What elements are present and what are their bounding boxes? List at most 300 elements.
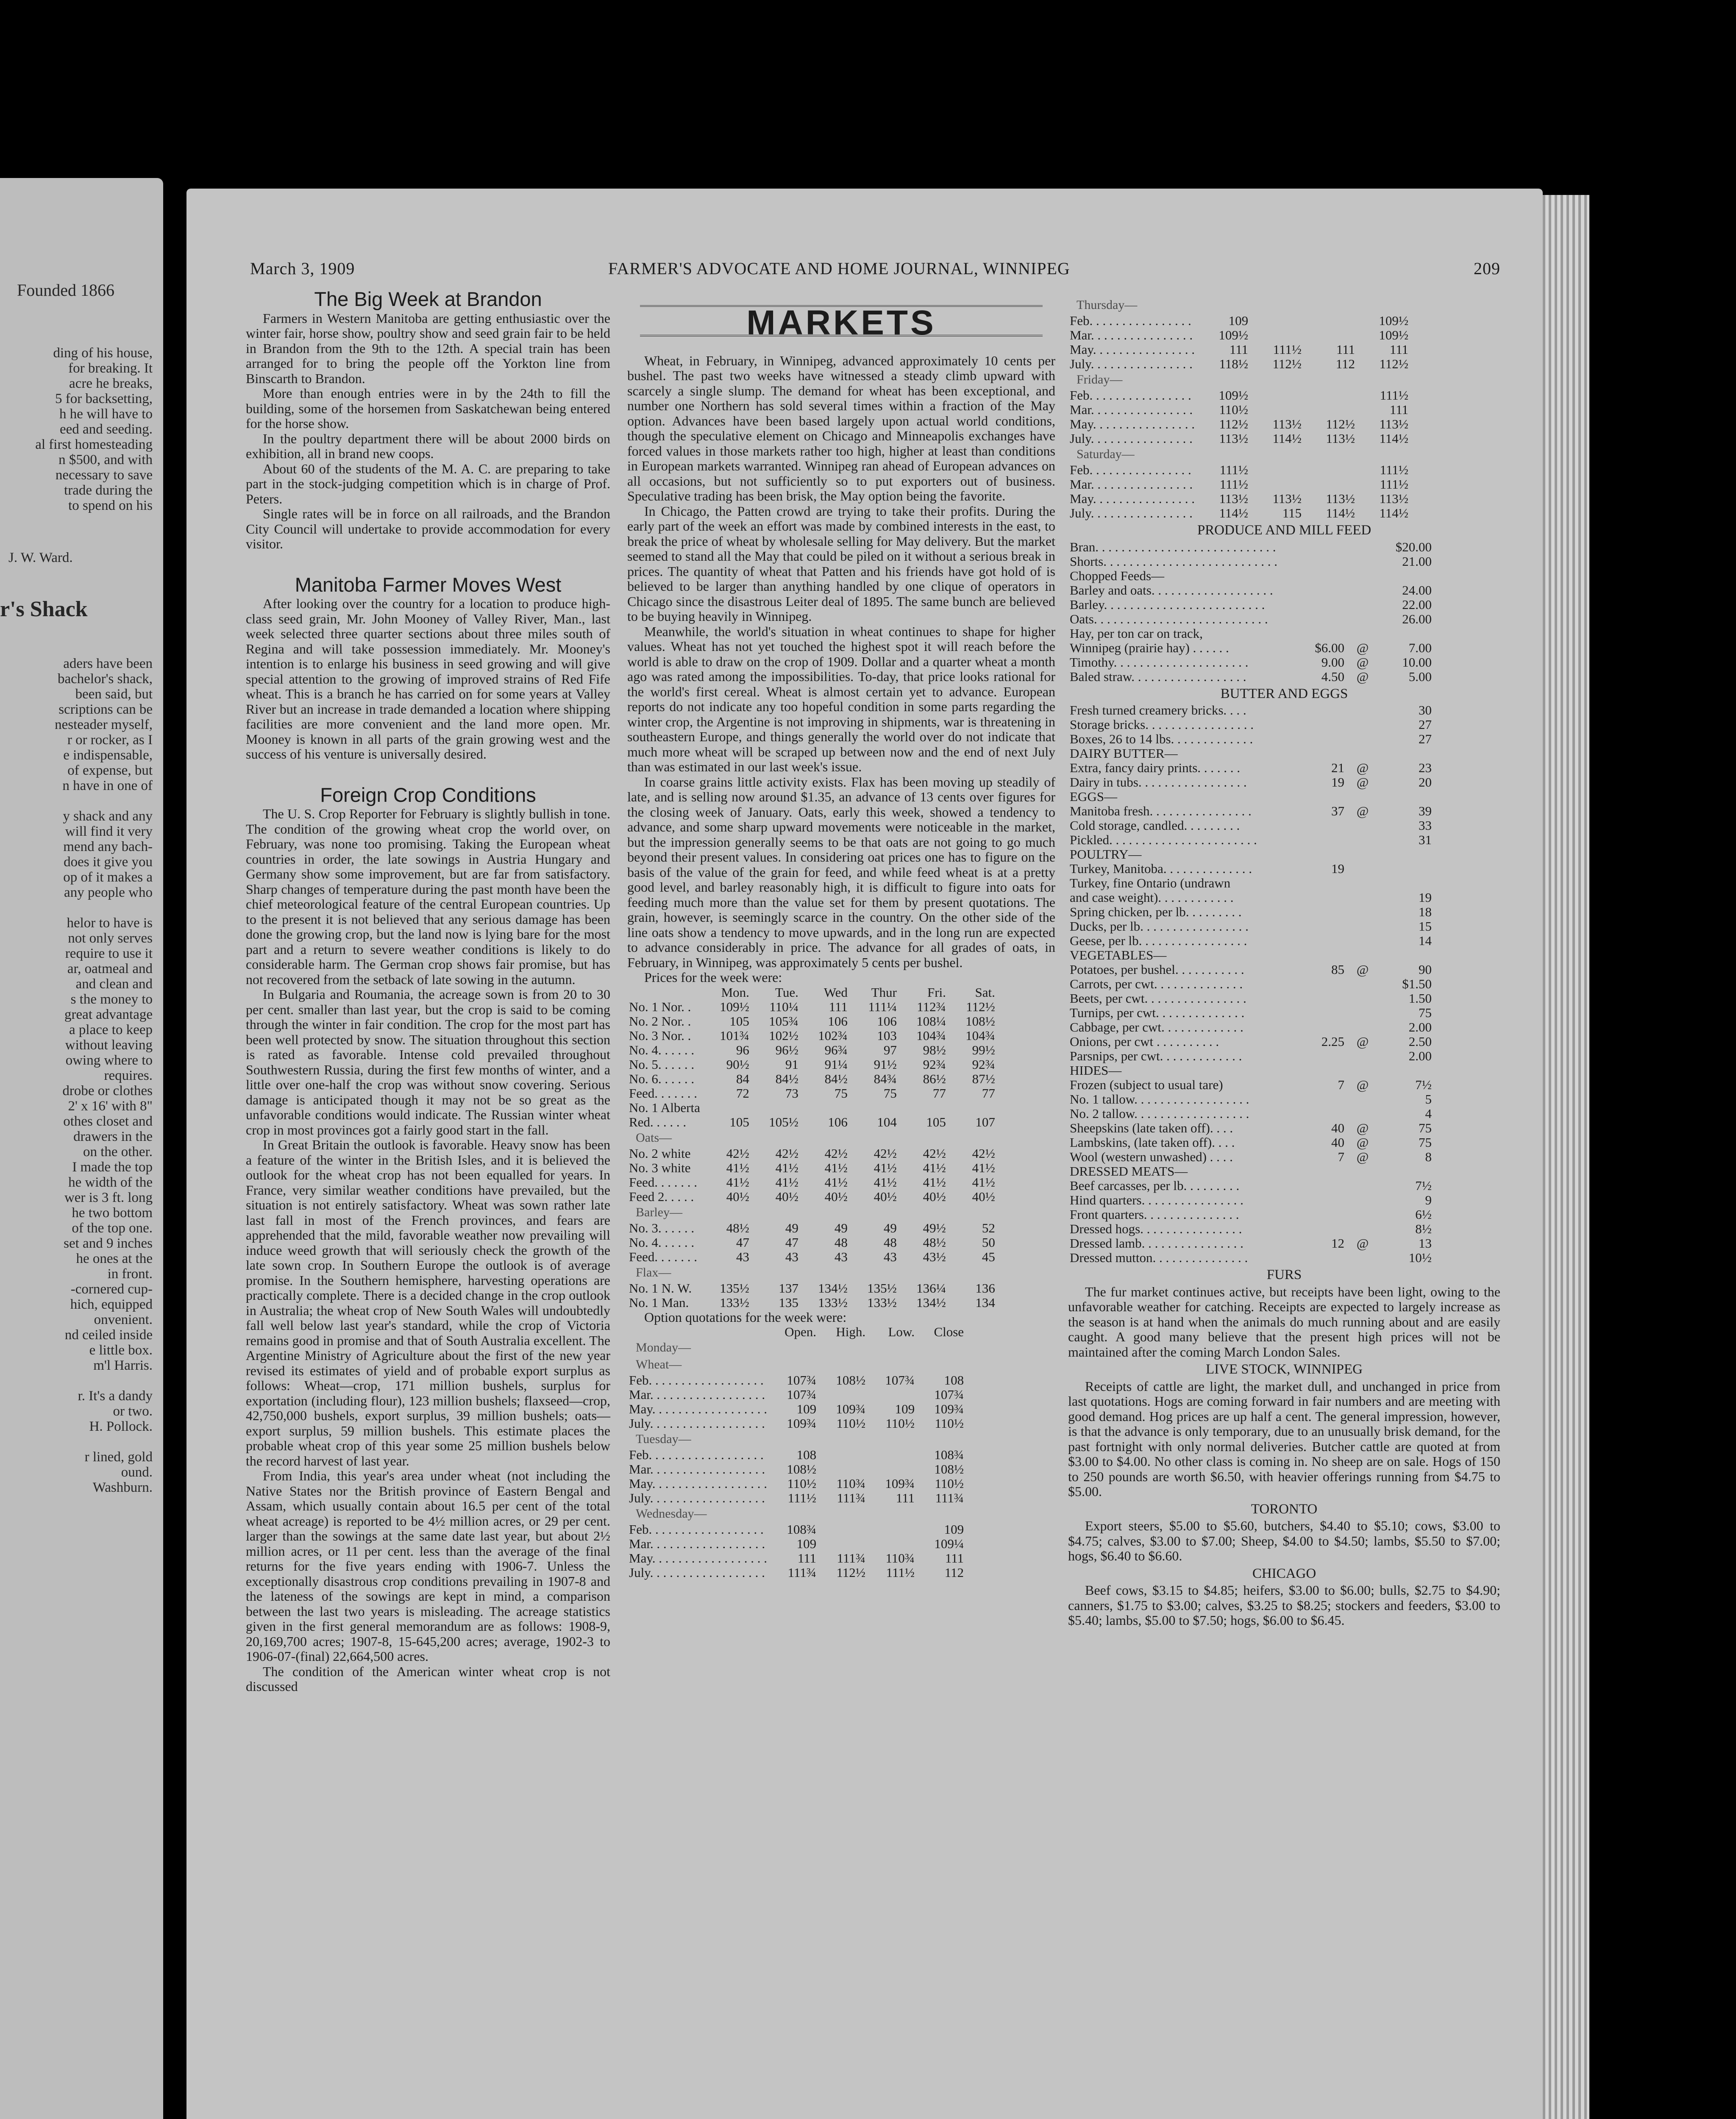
price-cell: 112 — [944, 1565, 964, 1580]
price-value: 19 — [1331, 861, 1344, 876]
item-label: Parsnips, per cwt. . . . . . . . . . . . . — [1070, 1048, 1242, 1063]
price-value — [1292, 977, 1346, 991]
price-value: 40 — [1331, 1121, 1344, 1135]
price-row — [1068, 934, 1433, 948]
previous-page-line: drawers in the — [73, 1129, 153, 1144]
price-cell: 133½ — [867, 1295, 897, 1310]
price-row — [1068, 1107, 1433, 1121]
price-value: 7½ — [1415, 1178, 1432, 1193]
price-cell: 114½ — [1326, 506, 1355, 520]
at-sign: @ — [1356, 962, 1369, 977]
row-label: May. . . . . . . . . . . . . . . . . . — [629, 1476, 768, 1491]
at-sign — [1346, 554, 1379, 569]
produce-prices — [1068, 523, 1500, 1265]
at-sign: @ — [1356, 1034, 1369, 1049]
row-label: Feb. . . . . . . . . . . . . . . . — [1070, 388, 1191, 403]
price-value — [1292, 876, 1346, 890]
row-label: No. 6. . . . . . — [629, 1071, 695, 1086]
price-cell: 113½ — [1219, 431, 1249, 446]
price-cell: 103 — [877, 1028, 897, 1043]
price-cell: 42½ — [972, 1146, 995, 1161]
price-cell — [1250, 403, 1303, 417]
price-value — [1292, 1092, 1346, 1107]
price-cell: Close — [934, 1324, 964, 1339]
price-cell: 107¾ — [787, 1373, 817, 1388]
price-cell: 114½ — [1219, 506, 1249, 520]
price-cell — [1303, 328, 1357, 342]
markets-banner — [640, 303, 1043, 342]
price-value: 14 — [1419, 933, 1432, 948]
row-label: No. 1 Nor. . — [629, 999, 691, 1014]
previous-page-line: require to use it — [65, 946, 153, 961]
at-sign — [1346, 1222, 1379, 1236]
at-sign — [1346, 1006, 1379, 1020]
table-row — [627, 1086, 997, 1101]
price-cell: 49 — [785, 1220, 798, 1235]
price-value: 13 — [1419, 1236, 1432, 1251]
table-subheading: Flax— — [636, 1265, 671, 1279]
price-cell — [1250, 314, 1303, 328]
item-label: VEGETABLES— — [1070, 948, 1167, 962]
price-value: 85 — [1331, 962, 1344, 977]
table-row — [627, 1221, 997, 1235]
row-label: Feed. . . . . . . — [629, 1174, 698, 1190]
price-row — [1068, 626, 1433, 641]
table-subheading-row — [627, 1264, 997, 1281]
price-value — [1292, 717, 1346, 732]
price-value: 18 — [1419, 904, 1432, 919]
at-sign: @ — [1356, 1236, 1369, 1251]
price-cell: 41½ — [923, 1174, 946, 1190]
price-cell: 111 — [1229, 342, 1249, 357]
previous-page-line: acre he breaks, — [69, 376, 153, 391]
price-cell: 115 — [1282, 506, 1302, 520]
price-cell — [1250, 388, 1303, 403]
price-row — [1068, 991, 1433, 1006]
table-row — [1068, 477, 1410, 492]
price-value — [1292, 1222, 1346, 1236]
previous-page-line: ar, oatmeal and — [67, 961, 153, 976]
price-cell: 42½ — [726, 1146, 749, 1161]
table-subheading-row — [627, 1339, 965, 1356]
table-row — [627, 1161, 997, 1175]
row-label: May. . . . . . . . . . . . . . . . — [1070, 491, 1195, 506]
price-row — [1068, 583, 1433, 598]
table-row — [627, 1416, 965, 1431]
row-label: Red. . . . . . — [629, 1114, 687, 1129]
price-row — [1068, 1222, 1433, 1236]
price-row — [1068, 919, 1433, 934]
article-paragraph: In the poultry department there will be about 2000 birds on exhibition, all in brand new coops. — [246, 431, 610, 461]
price-row — [1068, 569, 1433, 583]
table-row — [627, 1146, 997, 1161]
price-cell: 110½ — [787, 1476, 817, 1491]
row-label: Mar. . . . . . . . . . . . . . . . . . — [629, 1536, 765, 1551]
previous-page-line: 2' x 16' with 8" — [68, 1098, 153, 1114]
price-cell: 109¾ — [787, 1416, 817, 1431]
price-value — [1292, 934, 1346, 948]
price-cell: 134 — [975, 1295, 995, 1310]
price-value: 90 — [1419, 962, 1432, 977]
at-sign — [1346, 598, 1379, 612]
price-cell — [751, 1101, 800, 1115]
row-label: Mar. . . . . . . . . . . . . . . . . . — [629, 1387, 765, 1402]
book-edge — [1543, 195, 1589, 2119]
at-sign — [1346, 746, 1379, 761]
price-cell — [818, 1522, 867, 1537]
previous-page-line: of the top one. — [72, 1221, 153, 1236]
price-cell: 111 — [1336, 342, 1355, 357]
article-paragraph: The U. S. Crop Reporter for February is slightly bullish in tone. The condition of the growing wheat crop the world over, on February, was none too promising. Taking the European wheat countries in order, the late sowings in Austria Hungary and Germany show some improvement, but are far from satisfactory. Sharp changes of temperature during the past month have been the chief meteorological feature of the central European countries. Up to the present it is not believed that any serious damage has been done the growing crop, but the land now is lying bare for the most part and a return to severe weather conditions is likely to do considerable harm. The German crop shows fair promise, but has not recovered from the setback of late sowing in the autumn. — [246, 806, 610, 987]
price-row — [1068, 1063, 1433, 1078]
price-cell: 137 — [779, 1280, 798, 1296]
previous-page-line: does it give you — [64, 854, 153, 870]
previous-page-line: op of it makes a — [63, 870, 153, 885]
price-cell: 110¾ — [885, 1551, 915, 1566]
previous-page-signature: J. W. Ward. — [8, 550, 73, 565]
at-sign — [1346, 1251, 1379, 1265]
article-paragraph: The condition of the American winter wheat crop is not discussed — [246, 1663, 610, 1694]
table-row — [627, 1566, 965, 1580]
price-row — [1068, 1020, 1433, 1034]
at-sign: @ — [1356, 1077, 1369, 1092]
item-label: No. 1 tallow. . . . . . . . . . . . . . . . . . — [1070, 1092, 1249, 1107]
price-cell: 45 — [982, 1249, 995, 1264]
price-cell: 107¾ — [787, 1387, 817, 1402]
price-cell: 90½ — [726, 1057, 749, 1072]
item-label: Hay, per ton car on track, — [1070, 626, 1203, 641]
price-list — [1068, 540, 1433, 684]
item-label: Lambskins, (late taken off). . . . — [1070, 1135, 1235, 1150]
previous-page-line: without leaving — [65, 1037, 153, 1053]
price-row — [1068, 818, 1433, 833]
row-label: July. . . . . . . . . . . . . . . . . . — [629, 1491, 765, 1505]
price-cell: 109 — [944, 1522, 964, 1537]
price-value — [1292, 1207, 1346, 1222]
row-label: No. 1 N. W. — [629, 1280, 692, 1296]
price-value — [1379, 626, 1433, 641]
issue-date: March 3, 1909 — [250, 259, 355, 278]
article-title: Manitoba Farmer Moves West — [295, 573, 562, 596]
previous-page-line: Washburn. — [92, 1480, 153, 1495]
price-cell: 43½ — [923, 1249, 946, 1264]
price-cell: 136¼ — [916, 1280, 946, 1296]
table-row — [627, 1101, 997, 1115]
at-sign — [1346, 703, 1379, 717]
item-label: Cold storage, candled. . . . . . . . . — [1070, 818, 1240, 833]
previous-page-line: and clean and — [75, 976, 153, 992]
table-row — [627, 1190, 997, 1204]
table-row — [627, 1057, 997, 1072]
at-sign — [1346, 540, 1379, 554]
table-row — [1068, 388, 1410, 403]
price-cell: 41½ — [874, 1160, 897, 1175]
markets-paragraph: In Chicago, the Patten crowd are trying to take their profits. During the early part of the week an effort was made by combined interests in the east, to break the price of wheat by wholesale selling for May delivery. But the market seemed to stand all the May that could be piled on it without a serious break in prices. The quantity of wheat that Patten and his friends have got hold of is believed to be larger than anything handled by one clique of operators in Chicago since the disastrous Leiter deal of 1895. The same bunch are believed to be buying heavily in Winnipeg. — [627, 503, 1055, 624]
price-cell: 105 — [926, 1114, 946, 1129]
article-paragraph: From India, this year's area under wheat (not including the Native States nor the British province of Eastern Bengal and Assam, which usually contain about 16.5 per cent of the total wheat acreage) is reported to be 4½ million acres, or 29 per cent. larger than the sowings at the same date last year, but about 2½ million acres, or 11 per cent. less than the average of the final returns for the five years ending with 1906-7. Unless the exceptionally disastrous crop conditions prevailing in 1907-8 and the lateness of the sowings are kept in mind, a comparison between the last two years is misleading. The acreage statistics given in the first general memorandum are as follows: 1908-9, 20,169,700 acres; 1907-8, 15-645,200 acres; average, 1902-3 to 1906-07-(final) 22,664,500 acres. — [246, 1468, 610, 1664]
price-cell: 84¾ — [874, 1071, 897, 1086]
price-cell: 87½ — [972, 1071, 995, 1086]
item-label: Barley. . . . . . . . . . . . . . . . . . . . . . . . . — [1070, 597, 1265, 612]
item-label: Winnipeg (prairie hay) . . . . . . — [1070, 640, 1229, 655]
item-label: Beef carcasses, per lb. . . . . . . . . — [1070, 1178, 1240, 1193]
price-cell: 108 — [796, 1447, 817, 1462]
at-sign — [1346, 862, 1379, 876]
at-sign — [1346, 1207, 1379, 1222]
table-subheading: Saturday— — [1077, 447, 1135, 461]
price-row — [1068, 1207, 1433, 1222]
price-cell: 104¾ — [916, 1028, 946, 1043]
option-caption: Option quotations for the week were: — [644, 1309, 847, 1325]
price-cell: 135½ — [720, 1280, 749, 1296]
price-cell: 111½ — [1273, 342, 1302, 357]
price-value — [1379, 876, 1433, 890]
price-cell: 110½ — [836, 1416, 866, 1431]
price-row — [1068, 962, 1433, 977]
table-row — [1068, 431, 1410, 446]
price-value: 5.00 — [1408, 669, 1432, 684]
table-subheading: Thursday— — [1077, 298, 1138, 312]
item-label: Carrots, per cwt. . . . . . . . . . . . . . — [1070, 976, 1243, 991]
at-sign — [1346, 717, 1379, 732]
price-cell: 113½ — [1272, 417, 1302, 431]
price-cell: 109¾ — [934, 1402, 964, 1416]
price-cell: 40½ — [824, 1189, 848, 1204]
price-cell: 84 — [736, 1071, 749, 1086]
table-row — [627, 1296, 997, 1310]
price-cell: 99½ — [972, 1042, 995, 1057]
price-value — [1292, 746, 1346, 761]
table-row — [627, 1250, 997, 1264]
previous-page-line: al first homesteading — [35, 437, 153, 452]
price-value: 15 — [1419, 919, 1432, 934]
price-cell — [1303, 477, 1357, 492]
price-cell: 96¾ — [824, 1042, 848, 1057]
item-label: Turkey, fine Ontario (undrawn — [1070, 876, 1231, 890]
price-value — [1292, 919, 1346, 934]
table-subheading: Wednesday— — [636, 1507, 707, 1521]
previous-page-line — [0, 793, 153, 809]
item-label: Frozen (subject to usual tare) — [1070, 1077, 1223, 1092]
price-value: 75 — [1419, 1121, 1432, 1135]
table-row — [627, 1325, 965, 1339]
price-cell: 109¾ — [836, 1402, 866, 1416]
price-cell — [1250, 463, 1303, 477]
price-cell: 102¾ — [818, 1028, 848, 1043]
price-cell — [1250, 328, 1303, 342]
item-label: Timothy. . . . . . . . . . . . . . . . . . . . . — [1070, 654, 1249, 670]
price-cell — [948, 1101, 997, 1115]
price-value: 23 — [1419, 760, 1432, 775]
price-value — [1379, 862, 1433, 876]
row-label: No. 3 white — [629, 1160, 691, 1175]
price-cell: 49 — [883, 1220, 897, 1235]
price-value: 21.00 — [1402, 553, 1432, 569]
at-sign — [1346, 1049, 1379, 1063]
price-cell: 110½ — [935, 1416, 964, 1431]
table-subheading: Wheat— — [636, 1357, 682, 1371]
week-caption: Prices for the week were: — [644, 970, 782, 985]
previous-page-line: will find it very — [65, 824, 153, 839]
price-cell: 43 — [883, 1249, 897, 1264]
price-row — [1068, 1135, 1433, 1150]
previous-page-line: trade during the — [64, 483, 153, 498]
price-value — [1292, 626, 1346, 641]
price-cell: 41½ — [824, 1174, 848, 1190]
at-sign — [1346, 1092, 1379, 1107]
price-value — [1292, 833, 1346, 847]
price-cell: 113½ — [1379, 417, 1409, 431]
at-sign — [1346, 612, 1379, 626]
table-row — [627, 1000, 997, 1014]
item-label: DAIRY BUTTER— — [1070, 746, 1178, 761]
at-sign — [1346, 1193, 1379, 1207]
previous-page-line: ound. — [121, 1465, 153, 1480]
price-cell — [867, 1462, 916, 1477]
price-cell: 111½ — [1380, 462, 1409, 477]
price-value: 4.50 — [1321, 669, 1344, 684]
price-cell: 111½ — [1219, 477, 1249, 492]
page — [186, 189, 1543, 2119]
at-sign — [1346, 732, 1379, 746]
price-cell: 118½ — [1219, 356, 1249, 371]
at-sign: @ — [1356, 760, 1369, 775]
previous-page-line: r lined, gold — [84, 1449, 153, 1465]
price-cell: 40½ — [923, 1189, 946, 1204]
price-value: 7½ — [1415, 1077, 1432, 1092]
price-cell: 136 — [975, 1280, 995, 1296]
price-value: $1.50 — [1402, 976, 1432, 991]
price-cell: High. — [836, 1324, 866, 1339]
table-row — [627, 1029, 997, 1043]
price-value: $6.00 — [1315, 640, 1344, 655]
table-row — [1068, 506, 1410, 520]
price-cell: 113½ — [1272, 491, 1302, 506]
price-cell: 112½ — [1272, 356, 1302, 371]
table-row — [627, 1388, 965, 1402]
at-sign — [1346, 919, 1379, 934]
price-cell: 91½ — [874, 1057, 897, 1072]
at-sign — [1346, 583, 1379, 598]
middle-column — [627, 301, 1055, 1580]
price-cell: 77 — [982, 1085, 995, 1101]
item-label: Dressed mutton. . . . . . . . . . . . . . . — [1070, 1250, 1248, 1265]
price-cell — [867, 1448, 916, 1462]
price-cell: 43 — [834, 1249, 848, 1264]
previous-page-line: eed and seeding. — [60, 422, 153, 437]
price-cell: 111¾ — [935, 1491, 964, 1505]
price-cell: 48 — [883, 1235, 897, 1250]
price-cell: 109¾ — [885, 1476, 915, 1491]
price-cell: 97 — [883, 1042, 897, 1057]
price-row — [1068, 1049, 1433, 1063]
previous-page-line: a place to keep — [69, 1022, 153, 1037]
option-quotations-table — [627, 1325, 965, 1580]
price-value — [1379, 948, 1433, 962]
previous-page-line: n $500, and with — [58, 452, 153, 467]
option-quotations-continued — [1068, 297, 1410, 520]
previous-page-line: owing where to — [65, 1053, 153, 1068]
row-label: Mar. . . . . . . . . . . . . . . . — [1070, 328, 1193, 342]
price-cell: 40½ — [775, 1189, 798, 1204]
markets-article — [627, 353, 1055, 971]
item-label: Dressed lamb. . . . . . . . . . . . . . . . — [1070, 1236, 1244, 1251]
section-heading: BUTTER AND EGGS — [1220, 686, 1348, 701]
price-cell: 111¾ — [837, 1491, 866, 1505]
previous-page-line: requires. — [104, 1068, 153, 1083]
price-value — [1292, 1006, 1346, 1020]
previous-page-line: necessary to save — [55, 467, 153, 483]
table-row — [627, 1402, 965, 1416]
previous-page-text — [0, 178, 153, 1526]
price-row — [1068, 761, 1433, 775]
price-cell: 111¼ — [868, 999, 897, 1014]
table-row — [627, 1522, 965, 1537]
table-row — [627, 1551, 965, 1566]
item-label: Sheepskins (late taken off). . . . — [1070, 1121, 1233, 1135]
page-number: 209 — [1474, 259, 1500, 278]
item-label: Cabbage, per cwt. . . . . . . . . . . . . — [1070, 1020, 1244, 1034]
table-subheading: Tuesday— — [636, 1432, 691, 1446]
price-cell: 41½ — [824, 1160, 848, 1175]
price-cell: 111¾ — [787, 1565, 817, 1580]
previous-page-line: r or rocker, as I — [67, 732, 153, 748]
markets-paragraph: In coarse grains little activity exists. Flax has been moving up steadily of late, and is selling now around $1.35, an advance of 13 cents over figures for the closing week of January. Oats, early this week, showed a tendency to advance, and some sharp upward movements were noticeable in the market, but the impression generally seems to be that oats are not going to go much beyond their present values. In considering oat prices one has to figure on the basis of the value of the grain for feed, and while feed wheat is at a pretty good level, and barley reasonably high, it is difficult to figure into oats for feeding much more than the value set for them by present quotations. The grain, however, is seemingly scarce in the country. On the other side of the line oats show a tendency to move upwards, and in the long run are expected to advance considerably in price. The advance for all grades of oats, in February, in Winnipeg, was approximately 5 cents per bushel. — [627, 774, 1055, 970]
price-value — [1379, 1063, 1433, 1078]
price-row — [1068, 833, 1433, 847]
previous-page-line: othes closet and — [63, 1114, 153, 1129]
previous-page-lines — [0, 656, 153, 1495]
previous-page-line: scriptions can be — [58, 702, 153, 717]
price-value: 37 — [1331, 804, 1344, 818]
at-sign: @ — [1356, 1121, 1369, 1135]
table-row — [627, 1281, 997, 1296]
right-column — [1068, 297, 1500, 1628]
price-cell: 111½ — [1219, 462, 1249, 477]
article-title: Foreign Crop Conditions — [320, 783, 536, 806]
price-cell: 111 — [945, 1551, 964, 1566]
previous-page-line: aders have been — [63, 656, 153, 671]
table-subheading-row — [1068, 297, 1410, 314]
previous-page-lines — [0, 345, 153, 513]
row-label: July. . . . . . . . . . . . . . . . — [1070, 506, 1193, 520]
price-cell: 111½ — [1380, 477, 1409, 492]
article-paragraph: Farmers in Western Manitoba are getting enthusiastic over the winter fair, horse show, poultry show and seed grain fair to be held in Brandon from the 9th to the 12th. A special train has been arranged for to bring the people off the Yorkton line from Binscarth to Brandon. — [246, 310, 610, 386]
item-label: Baled straw. . . . . . . . . . . . . . . . . . — [1070, 669, 1246, 684]
furs-text: The fur market continues active, but receipts have been light, owing to the unfavorable weather for catching. Receipts are expected to largely increase as the season is at hand when the animals do much running about and are easily caught. A good many believe that the present high prices will not be maintained after the coming March London Sales. — [1068, 1284, 1500, 1360]
at-sign: @ — [1356, 1149, 1369, 1164]
table-row — [1068, 417, 1410, 431]
price-cell: 96½ — [775, 1042, 798, 1057]
table-subheading: Barley— — [636, 1205, 682, 1219]
table-row — [627, 1072, 997, 1086]
price-value: 10½ — [1408, 1250, 1432, 1265]
price-cell: 111¾ — [837, 1551, 866, 1566]
price-row — [1068, 847, 1433, 862]
livestock-heading: LIVE STOCK, WINNIPEG — [1205, 1362, 1363, 1377]
item-label: Storage bricks. . . . . . . . . . . . . . . . . — [1070, 717, 1254, 732]
price-cell: 108½ — [934, 1462, 964, 1477]
item-label: POULTRY— — [1070, 847, 1142, 862]
previous-page-line: H. Pollock. — [89, 1419, 153, 1434]
price-cell: 109½ — [1379, 313, 1409, 328]
price-cell: 92¾ — [923, 1057, 946, 1072]
price-value: 2.00 — [1408, 1020, 1432, 1034]
price-cell — [867, 1537, 916, 1551]
at-sign — [1346, 1179, 1379, 1193]
price-cell: 109 — [1228, 313, 1249, 328]
price-cell: 109 — [796, 1402, 817, 1416]
